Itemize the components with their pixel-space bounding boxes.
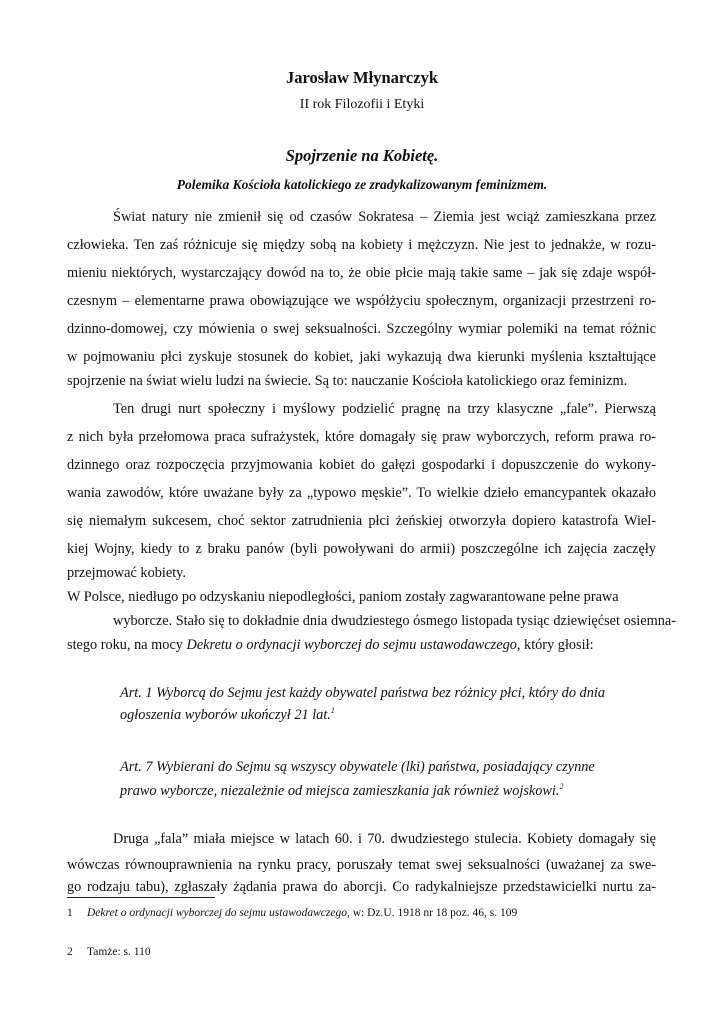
paragraph-3-line: [67, 636, 656, 654]
paragraph-3-line: W Polsce, niedługo po odzyskaniu niepodległości, paniom zostały zagwarantowane pełne prawa: [67, 589, 619, 605]
quote-art-1-line: [120, 706, 620, 724]
paragraph-3-line: wyborcze. Stało się to dokładnie dnia dwudziestego ósmego listopada tysiąc dziewięćset osiemna-: [113, 613, 676, 629]
footnote-text: , w: Dz.U. 1918 nr 18 poz. 46, s. 109: [347, 907, 518, 919]
paragraph-1-line: czesnym – elementarne prawa obowiązujące we współżyciu społecznym, organizacji przestrzeni ro-: [67, 293, 656, 309]
footnote-1: [67, 906, 517, 920]
footnote-ref-1[interactable]: 1: [330, 706, 335, 716]
footnote-text: Tamże: s. 110: [87, 946, 151, 958]
quote-text: ogłoszenia wyborów ukończył 21 lat.: [120, 707, 331, 723]
paragraph-1-line: mieniu niektórych, wystarczający dowód na to, że obie płcie mają takie same – jak się zdaje współ-: [67, 265, 656, 281]
paragraph-1-line: człowieka. Ten zaś różnicuje się między sobą na kobiety i mężczyzn. Nie jest to jednakże, w rozu-: [67, 237, 656, 253]
footnote-number: 2: [67, 946, 73, 958]
paragraph-1-line: Świat natury nie zmienił się od czasów Sokratesa – Ziemia jest wciąż zamieszkana przez: [113, 209, 656, 225]
paragraph-3-text: , który głosił:: [516, 637, 594, 653]
document-title: Spojrzenie na Kobietę.: [285, 146, 439, 165]
paragraph-4-line: go rodzaju tabu), zgłaszały żądania prawa do aborcji. Co radykalniejsze przedstawicielki nurtu za-: [67, 879, 656, 895]
author-name: Jarosław Młynarczyk: [285, 68, 438, 87]
paragraph-3-text: stego roku, na mocy: [67, 637, 187, 653]
footnote-number: 1: [67, 907, 73, 919]
document-subtitle: Polemika Kościoła katolickiego ze zradykalizowanym feminizmem.: [176, 177, 548, 192]
paragraph-2-line: kiej Wojny, kiedy to z braku panów (byli powoływani do armii) poszczególne ich zajęcia zaczęły: [67, 541, 656, 557]
paragraph-4-line: wówczas równouprawnienia na rynku pracy, poruszały temat swej seksualności (uważanej za swe-: [67, 857, 656, 873]
paragraph-1-line: dzinno-domowej, czy mówienia o swej seksualności. Szczególny wymiar polemiki na temat różnic: [67, 321, 656, 337]
paragraph-2-line: przejmować kobiety.: [67, 565, 186, 581]
paragraph-4-line: Druga „fala” miała miejsce w latach 60. i 70. dwudziestego stulecia. Kobiety domagały się: [113, 831, 656, 847]
footnote-2: [67, 945, 151, 959]
footnote-italic: Dekret o ordynacji wyborczej do sejmu ustawodawczego: [87, 907, 347, 919]
quote-art-1-line: Art. 1 Wyborcą do Sejmu jest każdy obywatel państwa bez różnicy płci, który do dnia: [120, 685, 605, 701]
paragraph-1-line: w pojmowaniu płci zyskuje stosunek do kobiet, jaki wykazują dwa kierunki myślenia kształtujące: [67, 349, 656, 365]
author-affiliation: II rok Filozofii i Etyki: [299, 97, 425, 112]
paragraph-2-line: się niemałym sukcesem, choć sektor zatrudnienia płci żeńskiej otworzyła dopiero katastrofa Wiel-: [67, 513, 656, 529]
paragraph-2-line: z nich była przełomowa praca sufrażystek, które domagały się praw wyborczych, reform prawa ro-: [67, 429, 656, 445]
paragraph-2-line: wania zawodów, które uważane były za „typowo męskie”. To wielkie dzieło emancypantek okazało: [67, 485, 656, 501]
decree-title: Dekretu o ordynacji wyborczej do sejmu ustawodawczego: [186, 637, 517, 653]
quote-art-7-line: [120, 782, 620, 800]
footnote-ref-2[interactable]: 2: [559, 782, 564, 792]
quote-text: prawo wyborcze, niezależnie od miejsca zamieszkania jak również wojskowi.: [120, 783, 560, 799]
paragraph-1-line: spojrzenie na świat wielu ludzi na świecie. Są to: nauczanie Kościoła katolickiego oraz feminizm.: [67, 373, 628, 389]
footnote-separator: [67, 897, 215, 898]
paragraph-2-line: Ten drugi nurt społeczny i myślowy podzielić pragnę na trzy klasyczne „fale”. Pierwszą: [113, 401, 656, 417]
paragraph-2-line: dzinnego oraz rozpoczęcia przyjmowania kobiet do gałęzi gospodarki i dopuszczenie do wykony-: [67, 457, 656, 473]
quote-art-7-line: Art. 7 Wybierani do Sejmu są wszyscy obywatele (lki) państwa, posiadający czynne: [120, 759, 595, 775]
